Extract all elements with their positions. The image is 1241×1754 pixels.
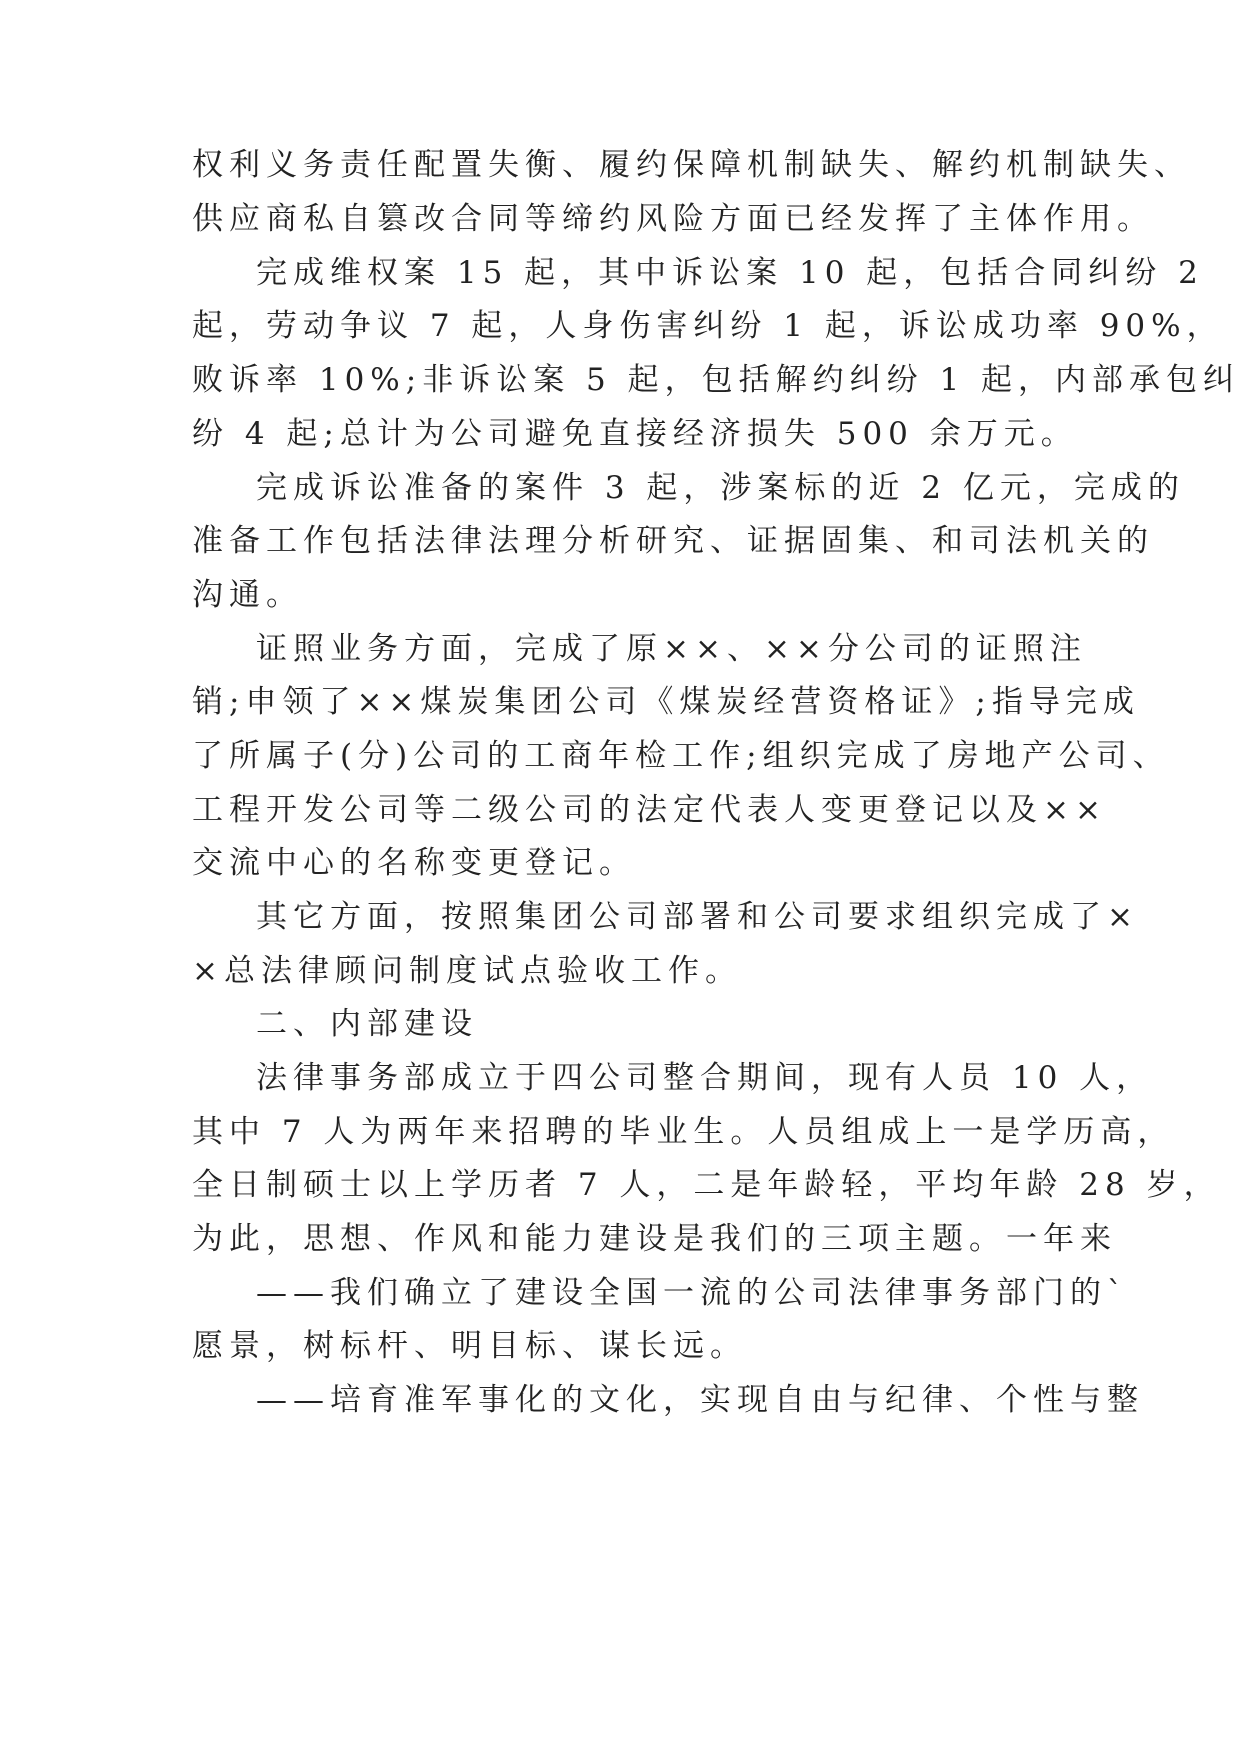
- text-line: 工程开发公司等二级公司的法定代表人变更登记以及××: [192, 792, 1107, 828]
- section-heading: 二、内部建设: [256, 1006, 478, 1042]
- text-line: 纷 4 起;总计为公司避免直接经济损失 500 余万元。: [192, 416, 1078, 452]
- paragraph-start: ——培育准军事化的文化，实现自由与纪律、个性与整: [256, 1382, 1144, 1418]
- paragraph-start: 证照业务方面，完成了原××、××分公司的证照注: [256, 631, 1087, 667]
- text-line: 准备工作包括法律法理分析研究、证据固集、和司法机关的: [192, 523, 1154, 559]
- text-line: 了所属子(分)公司的工商年检工作;组织完成了房地产公司、: [192, 738, 1170, 774]
- paragraph-start: 法律事务部成立于四公司整合期间，现有人员 10 人，: [256, 1060, 1154, 1096]
- text-line: 交流中心的名称变更登记。: [192, 845, 636, 881]
- text-line: 其中 7 人为两年来招聘的毕业生。人员组成上一是学历高，: [192, 1114, 1175, 1150]
- paragraph-start: 完成诉讼准备的案件 3 起，涉案标的近 2 亿元，完成的: [256, 470, 1185, 506]
- text-line: 起，劳动争议 7 起，人身伤害纠纷 1 起，诉讼成功率 90%，: [192, 308, 1224, 344]
- text-line: 全日制硕士以上学历者 7 人，二是年龄轻，平均年龄 28 岁，: [192, 1167, 1221, 1203]
- paragraph-start: ——我们确立了建设全国一流的公司法律事务部门的`: [256, 1275, 1129, 1311]
- text-line: 沟通。: [192, 577, 303, 613]
- paragraph-start: 其它方面，按照集团公司部署和公司要求组织完成了×: [256, 899, 1139, 935]
- text-line: 为此，思想、作风和能力建设是我们的三项主题。一年来: [192, 1221, 1117, 1257]
- text-line: 权利义务责任配置失衡、履约保障机制缺失、解约机制缺失、: [192, 147, 1191, 183]
- text-line: 供应商私自篡改合同等缔约风险方面已经发挥了主体作用。: [192, 201, 1154, 237]
- text-line: ×总法律顾问制度试点验收工作。: [192, 953, 742, 989]
- text-line: 败诉率 10%;非诉讼案 5 起，包括解约纠纷 1 起，内部承包纠: [192, 362, 1241, 398]
- text-line: 销;申领了××煤炭集团公司《煤炭经营资格证》;指导完成: [192, 684, 1140, 720]
- paragraph-start: 完成维权案 15 起，其中诉讼案 10 起，包括合同纠纷 2: [256, 255, 1204, 291]
- text-line: 愿景，树标杆、明目标、谋长远。: [192, 1328, 747, 1364]
